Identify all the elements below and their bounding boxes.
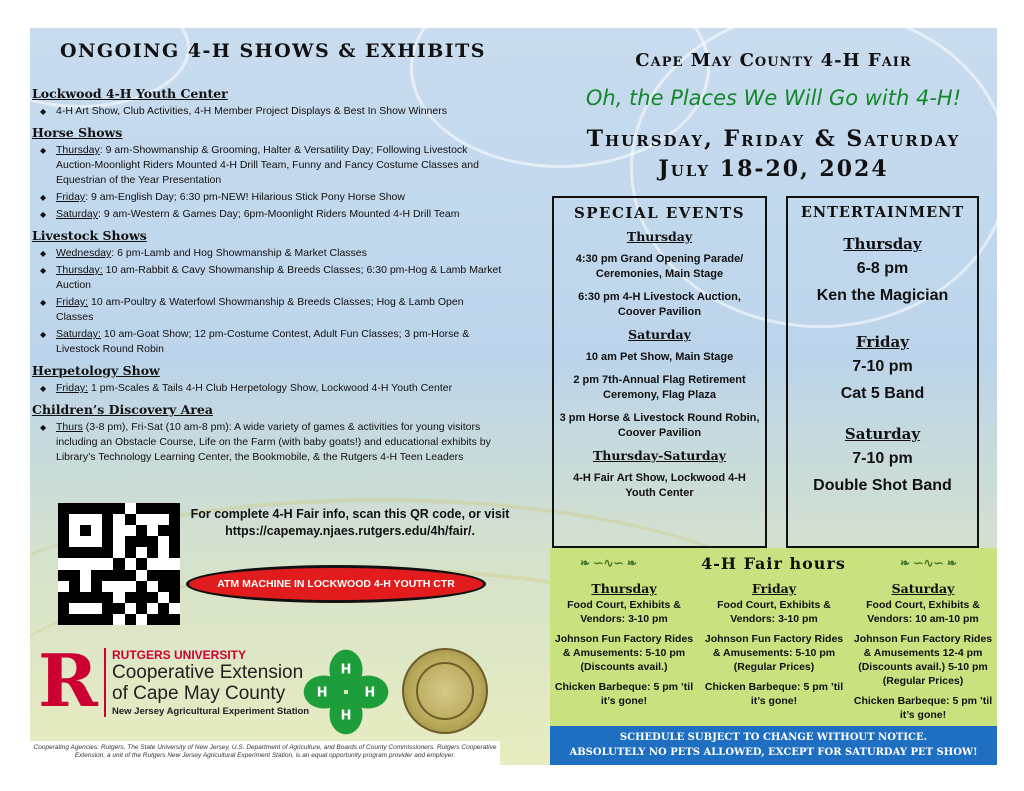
list-item: ◆ Thursday: 9 am-Showmanship & Grooming, Halter & Versatility Day; Following Livestock Auction-Moonlight Riders Mounted 4-H Drill Team, Funny and Fancy Costume Classes and Equestrian of the Year Presentation	[40, 144, 479, 186]
ongoing-title: ONGOING 4-H SHOWS & EXHIBITS	[60, 40, 486, 62]
list-item: ◆ Thursday: 10 am-Rabbit & Cavy Showmanship & Breeds Classes; 6:30 pm-Hog & Lamb Market Auction	[40, 264, 502, 291]
svg-text:H: H	[340, 708, 352, 724]
section-lockwood	[32, 86, 502, 119]
list-item: ◆ Wednesday: 6 pm-Lamb and Hog Showmanship & Market Classes	[40, 247, 367, 259]
ent-day: Friday	[856, 333, 909, 351]
left-column	[30, 28, 550, 765]
section-heading: Lockwood 4-H Youth Center	[32, 86, 228, 101]
event-item: 10 am Pet Show, Main Stage	[585, 351, 734, 363]
list-item: ◆ Friday: 10 am-Poultry & Waterfowl Showmanship & Breeds Classes; Hog & Lamb Open Classes	[40, 296, 464, 323]
hours-column-saturday: Saturday Food Court, Exhibits & Vendors: 10 am-10 pm Johnson Fun Factory Rides & Amusements 12-4 pm (Discounts avail.) 5-10 pm (Regular Prices) Chicken Barbeque: 5 pm ’til it’s gone!	[853, 581, 993, 721]
section-discovery	[32, 402, 502, 465]
ent-time: 7-10 pm	[852, 450, 913, 467]
section-horse	[32, 125, 502, 222]
section-heading: Livestock Shows	[32, 228, 147, 243]
list-item: ◆ Saturday: 9 am-Western & Games Day; 6pm-Moonlight Riders Mounted 4-H Drill Team	[40, 208, 460, 220]
special-events-box	[552, 196, 767, 548]
qr-caption: For complete 4-H Fair info, scan this QR code, or visit https://capemay.njaes.rutgers.edu/4h/fair/.	[190, 507, 510, 538]
ornament-icon: ❧ ∽∿∽ ❧	[580, 556, 637, 570]
event-item: 6:30 pm 4-H Livestock Auction, Coover Pavilion	[578, 291, 741, 318]
fair-hours-title: 4-H Fair hours	[701, 554, 846, 573]
event-item: 2 pm 7th-Annual Flag Retirement Ceremony, Flag Plaza	[573, 374, 746, 401]
ent-time: 6-8 pm	[856, 260, 909, 277]
section-heading: Children’s Discovery Area	[32, 402, 213, 417]
diamond-bullet-icon: ◆	[40, 193, 47, 202]
fair-url-link[interactable]: https://capemay.njaes.rutgers.edu/4h/fair/.	[225, 524, 475, 538]
event-day: Thursday	[626, 229, 693, 244]
section-livestock	[32, 228, 502, 357]
entertainment-entry	[788, 425, 977, 495]
entertainment-entry	[788, 235, 977, 305]
county-seal-icon	[402, 648, 488, 734]
list-item: ◆ Saturday: 10 am-Goat Show; 12 pm-Costume Contest, Adult Fun Classes; 3 pm-Horse & Livestock Round Robin	[40, 328, 470, 355]
hours-column-thursday: Thursday Food Court, Exhibits & Vendors: 3-10 pm Johnson Fun Factory Rides & Amusements: 5-10 pm (Discounts avail.) Chicken Barbeque: 5 pm ’til it’s gone!	[554, 581, 694, 707]
diamond-bullet-icon: ◆	[40, 330, 47, 339]
section-herpetology	[32, 363, 502, 396]
list-item: ◆ 4-H Art Show, Club Activities, 4-H Member Project Displays & Best In Show Winners	[40, 105, 447, 117]
4h-clover-icon	[300, 646, 392, 738]
diamond-bullet-icon: ◆	[40, 423, 47, 432]
notice-banner: SCHEDULE SUBJECT TO CHANGE WITHOUT NOTICE. ABSOLUTELY NO PETS ALLOWED, EXCEPT FOR SATURDAY PET SHOW!	[550, 726, 997, 765]
list-item: ◆ Friday: 9 am-English Day; 6:30 pm-NEW! Hilarious Stick Pony Horse Show	[40, 191, 405, 203]
section-heading: Herpetology Show	[32, 363, 160, 378]
university-name: RUTGERS UNIVERSITY	[112, 648, 247, 662]
station-name: New Jersey Agricultural Experiment Station	[112, 706, 310, 717]
flyer	[30, 28, 997, 765]
event-item: 4-H Fair Art Show, Lockwood 4-H Youth Center	[573, 472, 746, 499]
entertainment-entry	[788, 333, 977, 403]
extension-line1: Cooperative Extension	[112, 662, 304, 683]
extension-line2: of Cape May County	[112, 683, 286, 704]
svg-text:H: H	[340, 662, 352, 678]
special-events-title: SPECIAL EVENTS	[573, 204, 746, 222]
diamond-bullet-icon: ◆	[40, 107, 47, 116]
diamond-bullet-icon: ◆	[40, 298, 47, 307]
ent-day: Saturday	[844, 425, 921, 443]
diamond-bullet-icon: ◆	[40, 384, 47, 393]
atm-badge: ATM MACHINE IN LOCKWOOD 4-H YOUTH CTR	[186, 565, 486, 603]
list-item: ◆ Friday: 1 pm-Scales & Tails 4-H Club Herpetology Show, Lockwood 4-H Youth Center	[40, 382, 453, 394]
event-day: Thursday-Saturday	[592, 448, 727, 463]
entertainment-title: ENTERTAINMENT	[800, 204, 965, 221]
entertainment-box	[786, 196, 979, 548]
list-item: ◆ Thurs (3-8 pm), Fri-Sat (10 am-8 pm): A wide variety of games & activities for young visitors including an Obstacle Course, Life on the Farm (with baby goats!) and educational exhibits by Library’s Technology Learning Center, the Bookmobile, & the Rutgers 4-H Teen Leaders	[40, 421, 491, 463]
diamond-bullet-icon: ◆	[40, 210, 47, 219]
qr-code[interactable]	[58, 503, 180, 625]
ent-act: Ken the Magician	[816, 287, 949, 304]
ornament-icon: ❧ ∽∿∽ ❧	[900, 556, 957, 570]
fair-days: Thursday, Friday & Saturday	[586, 126, 961, 152]
ent-time: 7-10 pm	[852, 358, 913, 375]
ongoing-sections	[32, 80, 502, 467]
diamond-bullet-icon: ◆	[40, 249, 47, 258]
fair-tagline: Oh, the Places We Will Go with 4-H!	[585, 86, 962, 110]
fair-title: Cape May County 4-H Fair	[635, 50, 912, 71]
event-item: 3 pm Horse & Livestock Round Robin, Coover Pavilion	[559, 412, 760, 439]
hours-column-friday: Friday Food Court, Exhibits & Vendors: 3-10 pm Johnson Fun Factory Rides & Amusements: 5-10 pm (Regular Prices) Chicken Barbeque: 5 pm ’til it’s gone!	[704, 581, 844, 707]
fair-dates: July 18-20, 2024	[658, 156, 889, 182]
ent-act: Double Shot Band	[813, 477, 952, 494]
event-item: 4:30 pm Grand Opening Parade/ Ceremonies, Main Stage	[575, 253, 744, 280]
section-heading: Horse Shows	[32, 125, 123, 140]
svg-text:H: H	[316, 685, 328, 701]
svg-text:H: H	[364, 685, 376, 701]
diamond-bullet-icon: ◆	[40, 146, 47, 155]
ent-day: Thursday	[843, 235, 922, 253]
event-day: Saturday	[628, 327, 691, 342]
rutgers-r-logo: R	[38, 638, 98, 723]
fair-hours-panel	[550, 548, 997, 726]
ent-act: Cat 5 Band	[840, 385, 925, 402]
cooperating-agencies: Cooperating Agencies: Rutgers, The State University of New Jersey, U.S. Department of Agriculture, and Boards of County Commissioners. Rutgers Cooperative Extension, a unit of the Rutgers New Jersey Agricultural Experiment Station, is an equal opportunity program provider and employer.	[30, 741, 500, 765]
diamond-bullet-icon: ◆	[40, 266, 47, 275]
